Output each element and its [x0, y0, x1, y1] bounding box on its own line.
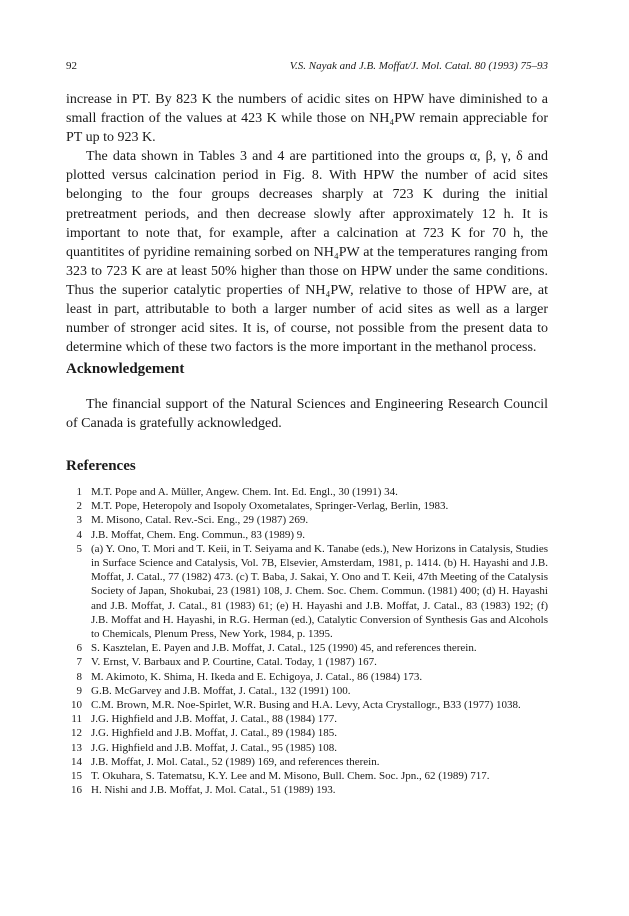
reference-item — [66, 499, 548, 513]
reference-item — [66, 528, 548, 542]
reference-item — [66, 783, 548, 797]
reference-number: 11 — [71, 713, 82, 726]
reference-number: 6 — [76, 642, 82, 655]
reference-text: (a) Y. Ono, T. Mori and T. Keii, in T. Seiyama and K. Tanabe (eds.), New Horizons in Catalysis, Studies in Surface Science and Catalysis, Vol. 7B, Elsevier, Amsterdam, 1981, p. 1414. (b) H. Hayashi and J.B. Moffat, J. Catal., 77 (1982) 473. (c) T. Baba, J. Sakai, Y. Ono and T. Keii, 47th Meeting of the Catalysis Society of Japan, Shokubai, 23 (1981) 108, J. Chem. Soc. Chem. Commun. (1981) 400; (d) H. Hayashi and J.B. Moffat, J. Catal., 81 (1983) 61; (e) H. Hayashi and J.B. Moffat, J. Catal., 83 (1983) 192; (f) J.B. Moffat and H. Hayashi, in R.G. Herman (ed.), Catalytic Conversion of Synthesis Gas and Alcohols to Chemicals, Plenum Press, New York, 1984, p. 1395. — [91, 542, 548, 641]
reference-number: 10 — [71, 699, 82, 712]
reference-item — [66, 485, 548, 499]
reference-text: J.G. Highfield and J.B. Moffat, J. Catal., 89 (1984) 185. — [91, 727, 338, 740]
reference-item — [66, 726, 548, 740]
reference-text: C.M. Brown, M.R. Noe-Spirlet, W.R. Busing and H.A. Levy, Acta Crystallogr., B33 (1977) 1038. — [91, 699, 521, 712]
reference-item — [66, 755, 548, 769]
reference-number: 12 — [71, 727, 82, 740]
reference-number: 5 — [76, 542, 82, 555]
reference-item — [66, 542, 548, 641]
reference-item — [66, 684, 548, 698]
reference-text: M.T. Pope, Heteropoly and Isopoly Oxometalates, Springer-Verlag, Berlin, 1983. — [91, 500, 449, 513]
reference-text: J.G. Highfield and J.B. Moffat, J. Catal., 88 (1984) 177. — [91, 713, 338, 726]
reference-number: 7 — [76, 656, 82, 669]
reference-number: 9 — [76, 684, 82, 697]
reference-text: H. Nishi and J.B. Moffat, J. Mol. Catal., 51 (1989) 193. — [91, 784, 336, 797]
reference-number: 13 — [71, 741, 82, 754]
reference-text: V. Ernst, V. Barbaux and P. Courtine, Catal. Today, 1 (1987) 167. — [91, 656, 377, 669]
reference-text: G.B. McGarvey and J.B. Moffat, J. Catal., 132 (1991) 100. — [91, 684, 351, 697]
acknowledgement-heading: Acknowledgement — [66, 361, 185, 377]
reference-list — [66, 485, 548, 797]
reference-item — [66, 769, 548, 783]
reference-text: M. Akimoto, K. Shima, H. Ikeda and E. Echigoya, J. Catal., 86 (1984) 173. — [91, 670, 423, 683]
acknowledgement-text: The financial support of the Natural Sciences and Engineering Research Council of Canada is gratefully acknowledged. — [66, 397, 548, 431]
main-text — [66, 90, 548, 357]
page-number: 92 — [66, 60, 77, 72]
reference-number: 1 — [76, 486, 82, 498]
reference-text: J.B. Moffat, J. Mol. Catal., 52 (1989) 169, and references therein. — [91, 755, 380, 768]
reference-text: S. Kasztelan, E. Payen and J.B. Moffat, J. Catal., 125 (1990) 45, and references therein. — [91, 642, 477, 655]
reference-text: J.G. Highfield and J.B. Moffat, J. Catal., 95 (1985) 108. — [91, 741, 338, 754]
reference-number: 14 — [71, 755, 82, 768]
reference-number: 16 — [71, 784, 82, 797]
reference-item — [66, 641, 548, 655]
reference-item — [66, 741, 548, 755]
reference-number: 2 — [76, 500, 82, 513]
running-head: V.S. Nayak and J.B. Moffat/J. Mol. Catal. 80 (1993) 75–93 — [289, 60, 548, 72]
reference-text: J.B. Moffat, Chem. Eng. Commun., 83 (1989) 9. — [91, 528, 305, 541]
reference-text: M. Misono, Catal. Rev.-Sci. Eng., 29 (1987) 269. — [91, 514, 309, 527]
reference-number: 15 — [71, 770, 82, 783]
paragraph-2: The data shown in Tables 3 and 4 are partitioned into the groups α, β, γ, δ and plotted versus calcination period in Fig. 8. With HPW the number of acid sites belonging to the four groups decreases sharply at 723 K during the initial pretreatment periods, and then decrease slowly after approximately 12 h. It is important to note that, for example, after a calcination at 723 K for 70 h, the quantitites of pyridine remaining sorbed on NH₄PW at the temperatures ranging from 323 to 723 K are at least 50% higher than those on HPW under the same conditions. Thus the superior catalytic properties of NH₄PW, relative to those of HPW are, at least in part, attributable to both a larger number of acid sites as well as a larger number of stronger acid sites. It is, of course, not possible from the present data to determine which of these two factors is the more important in the methanol process. — [66, 149, 548, 356]
reference-item — [66, 698, 548, 712]
reference-number: 8 — [76, 670, 82, 683]
references-heading: References — [66, 458, 136, 474]
reference-number: 4 — [76, 528, 82, 541]
reference-item — [66, 655, 548, 669]
reference-item — [66, 712, 548, 726]
paragraph-1: increase in PT. By 823 K the numbers of acidic sites on HPW have diminished to a small fraction of the values at 423 K while those on NH₄PW remain appreciable for PT up to 923 K. — [66, 92, 548, 146]
reference-item — [66, 513, 548, 527]
reference-text: M.T. Pope and A. Müller, Angew. Chem. Int. Ed. Engl., 30 (1991) 34. — [91, 486, 398, 498]
reference-text: T. Okuhara, S. Tatematsu, K.Y. Lee and M. Misono, Bull. Chem. Soc. Jpn., 62 (1989) 717. — [91, 770, 490, 783]
page-header — [66, 60, 548, 76]
reference-number: 3 — [76, 514, 82, 527]
reference-item — [66, 670, 548, 684]
